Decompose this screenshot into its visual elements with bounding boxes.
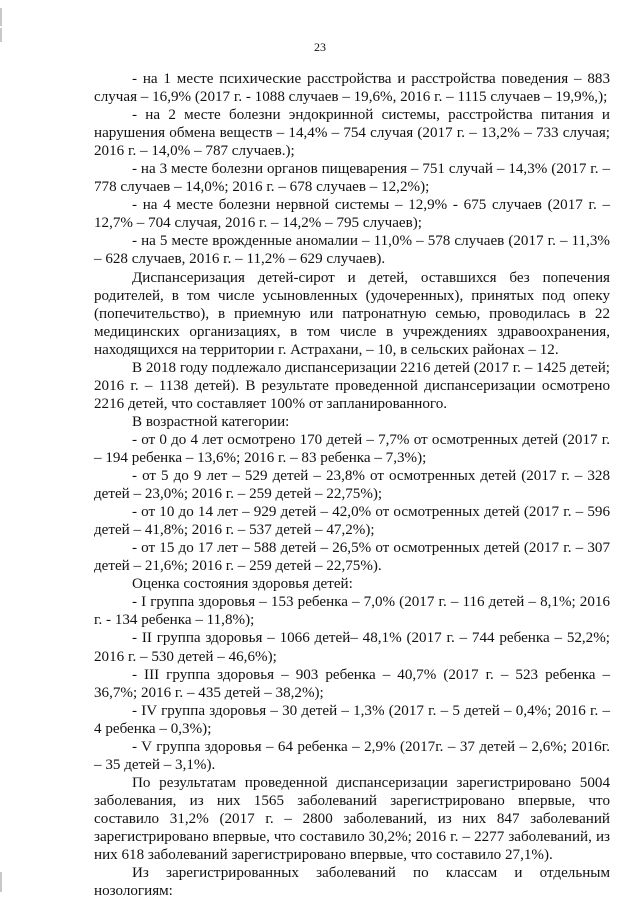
section-heading: Оценка состояния здоровья детей: [132, 576, 353, 593]
body-paragraph: Из зарегистрированных заболеваний по классам и отдельным нозологиям: [94, 865, 610, 900]
scan-margin-mark [0, 872, 2, 892]
body-paragraph: Диспансеризация детей-сирот и детей, оставшихся без попечения родителей, в том числе усыновленных (удочеренных), принятых под опеку (попечительство), в приемную или патронатную семью, проводилась в 22 медицинских организациях, в том числе в учреждениях здравоохранения, находящихся на территории г. Астрахани, – 10, в сельских районах – 12. [94, 269, 610, 358]
list-item: - от 5 до 9 лет – 529 детей – 23,8% от осмотренных детей (2017 г. – 328 детей – 23,0%; 2016 г. – 259 детей – 22,75%); [94, 468, 610, 503]
list-item: - на 4 месте болезни нервной системы – 12,9% - 675 случаев (2017 г. – 12,7% – 704 случая, 2016 г. – 14,2% – 795 случаев); [94, 197, 610, 232]
body-paragraph: В 2018 году подлежало диспансеризации 2216 детей (2017 г. – 1425 детей; 2016 г. – 1138 детей). В результате проведенной диспансеризации осмотрено 2216 детей, что составляет 100% от запланированного. [94, 359, 610, 412]
scan-margin-mark [0, 8, 2, 26]
list-item: - V группа здоровья – 64 ребенка – 2,9% (2017г. – 37 детей – 2,6%; 2016г. – 35 детей – 3,1%). [94, 738, 610, 773]
list-item: - от 0 до 4 лет осмотрено 170 детей – 7,7% от осмотренных детей (2017 г. – 194 ребенка – 13,6%; 2016 г. – 83 ребенка – 7,3%); [94, 431, 610, 466]
list-item: - на 2 месте болезни эндокринной системы, расстройства питания и нарушения обмена веществ – 14,4% – 754 случая (2017 г. – 13,2% – 733 случая; 2016 г. – 14,0% – 787 случаев.); [94, 107, 610, 160]
section-heading: В возрастной категории: [132, 413, 290, 430]
list-item: - IV группа здоровья – 30 детей – 1,3% (2017 г. – 5 детей – 0,4%; 2016 г. – 4 ребенка – 0,3%); [94, 702, 610, 737]
list-item: - от 15 до 17 лет – 588 детей – 26,5% от осмотренных детей (2017 г. – 307 детей – 21,6%; 2016 г. – 259 детей – 22,75%). [94, 540, 610, 575]
list-item: - от 10 до 14 лет – 929 детей – 42,0% от осмотренных детей (2017 г. – 596 детей – 41,8%; 2016 г. – 537 детей – 47,2%); [94, 504, 610, 539]
body-paragraph: По результатам проведенной диспансеризации зарегистрировано 5004 заболевания, из них 1565 заболеваний зарегистрировано впервые, что составило 31,2% (2017 г. – 2800 заболеваний, из них 847 заболеваний зарегистрировано впервые, что составило 30,2%; 2016 г. – 2277 заболеваний, из них 618 заболеваний зарегистрировано впервые, что составило 27,1%). [94, 774, 610, 864]
list-item: - на 1 месте психические расстройства и расстройства поведения – 883 случая – 16,9% (2017 г. - 1088 случаев – 19,6%, 2016 г. – 1115 случаев – 19,9%,); [94, 71, 610, 106]
list-item: - II группа здоровья – 1066 детей– 48,1% (2017 г. – 744 ребенка – 52,2%; 2016 г. – 530 детей – 46,6%); [94, 630, 610, 665]
page-number: 23 [314, 40, 326, 54]
list-item: - III группа здоровья – 903 ребенка – 40,7% (2017 г. – 523 ребенка – 36,7%; 2016 г. – 435 детей – 38,2%); [94, 666, 610, 701]
document-body [94, 70, 610, 900]
list-item: - на 5 месте врожденные аномалии – 11,0% – 578 случаев (2017 г. – 11,3% – 628 случаев, 2016 г. – 11,2% – 629 случаев). [94, 233, 610, 268]
list-item: - на 3 месте болезни органов пищеварения – 751 случай – 14,3% (2017 г. – 778 случаев – 14,0%; 2016 г. – 678 случаев – 12,2%); [94, 161, 610, 196]
list-item: - I группа здоровья – 153 ребенка – 7,0% (2017 г. – 116 детей – 8,1%; 2016 г. - 134 ребенка – 11,8%); [94, 594, 610, 629]
